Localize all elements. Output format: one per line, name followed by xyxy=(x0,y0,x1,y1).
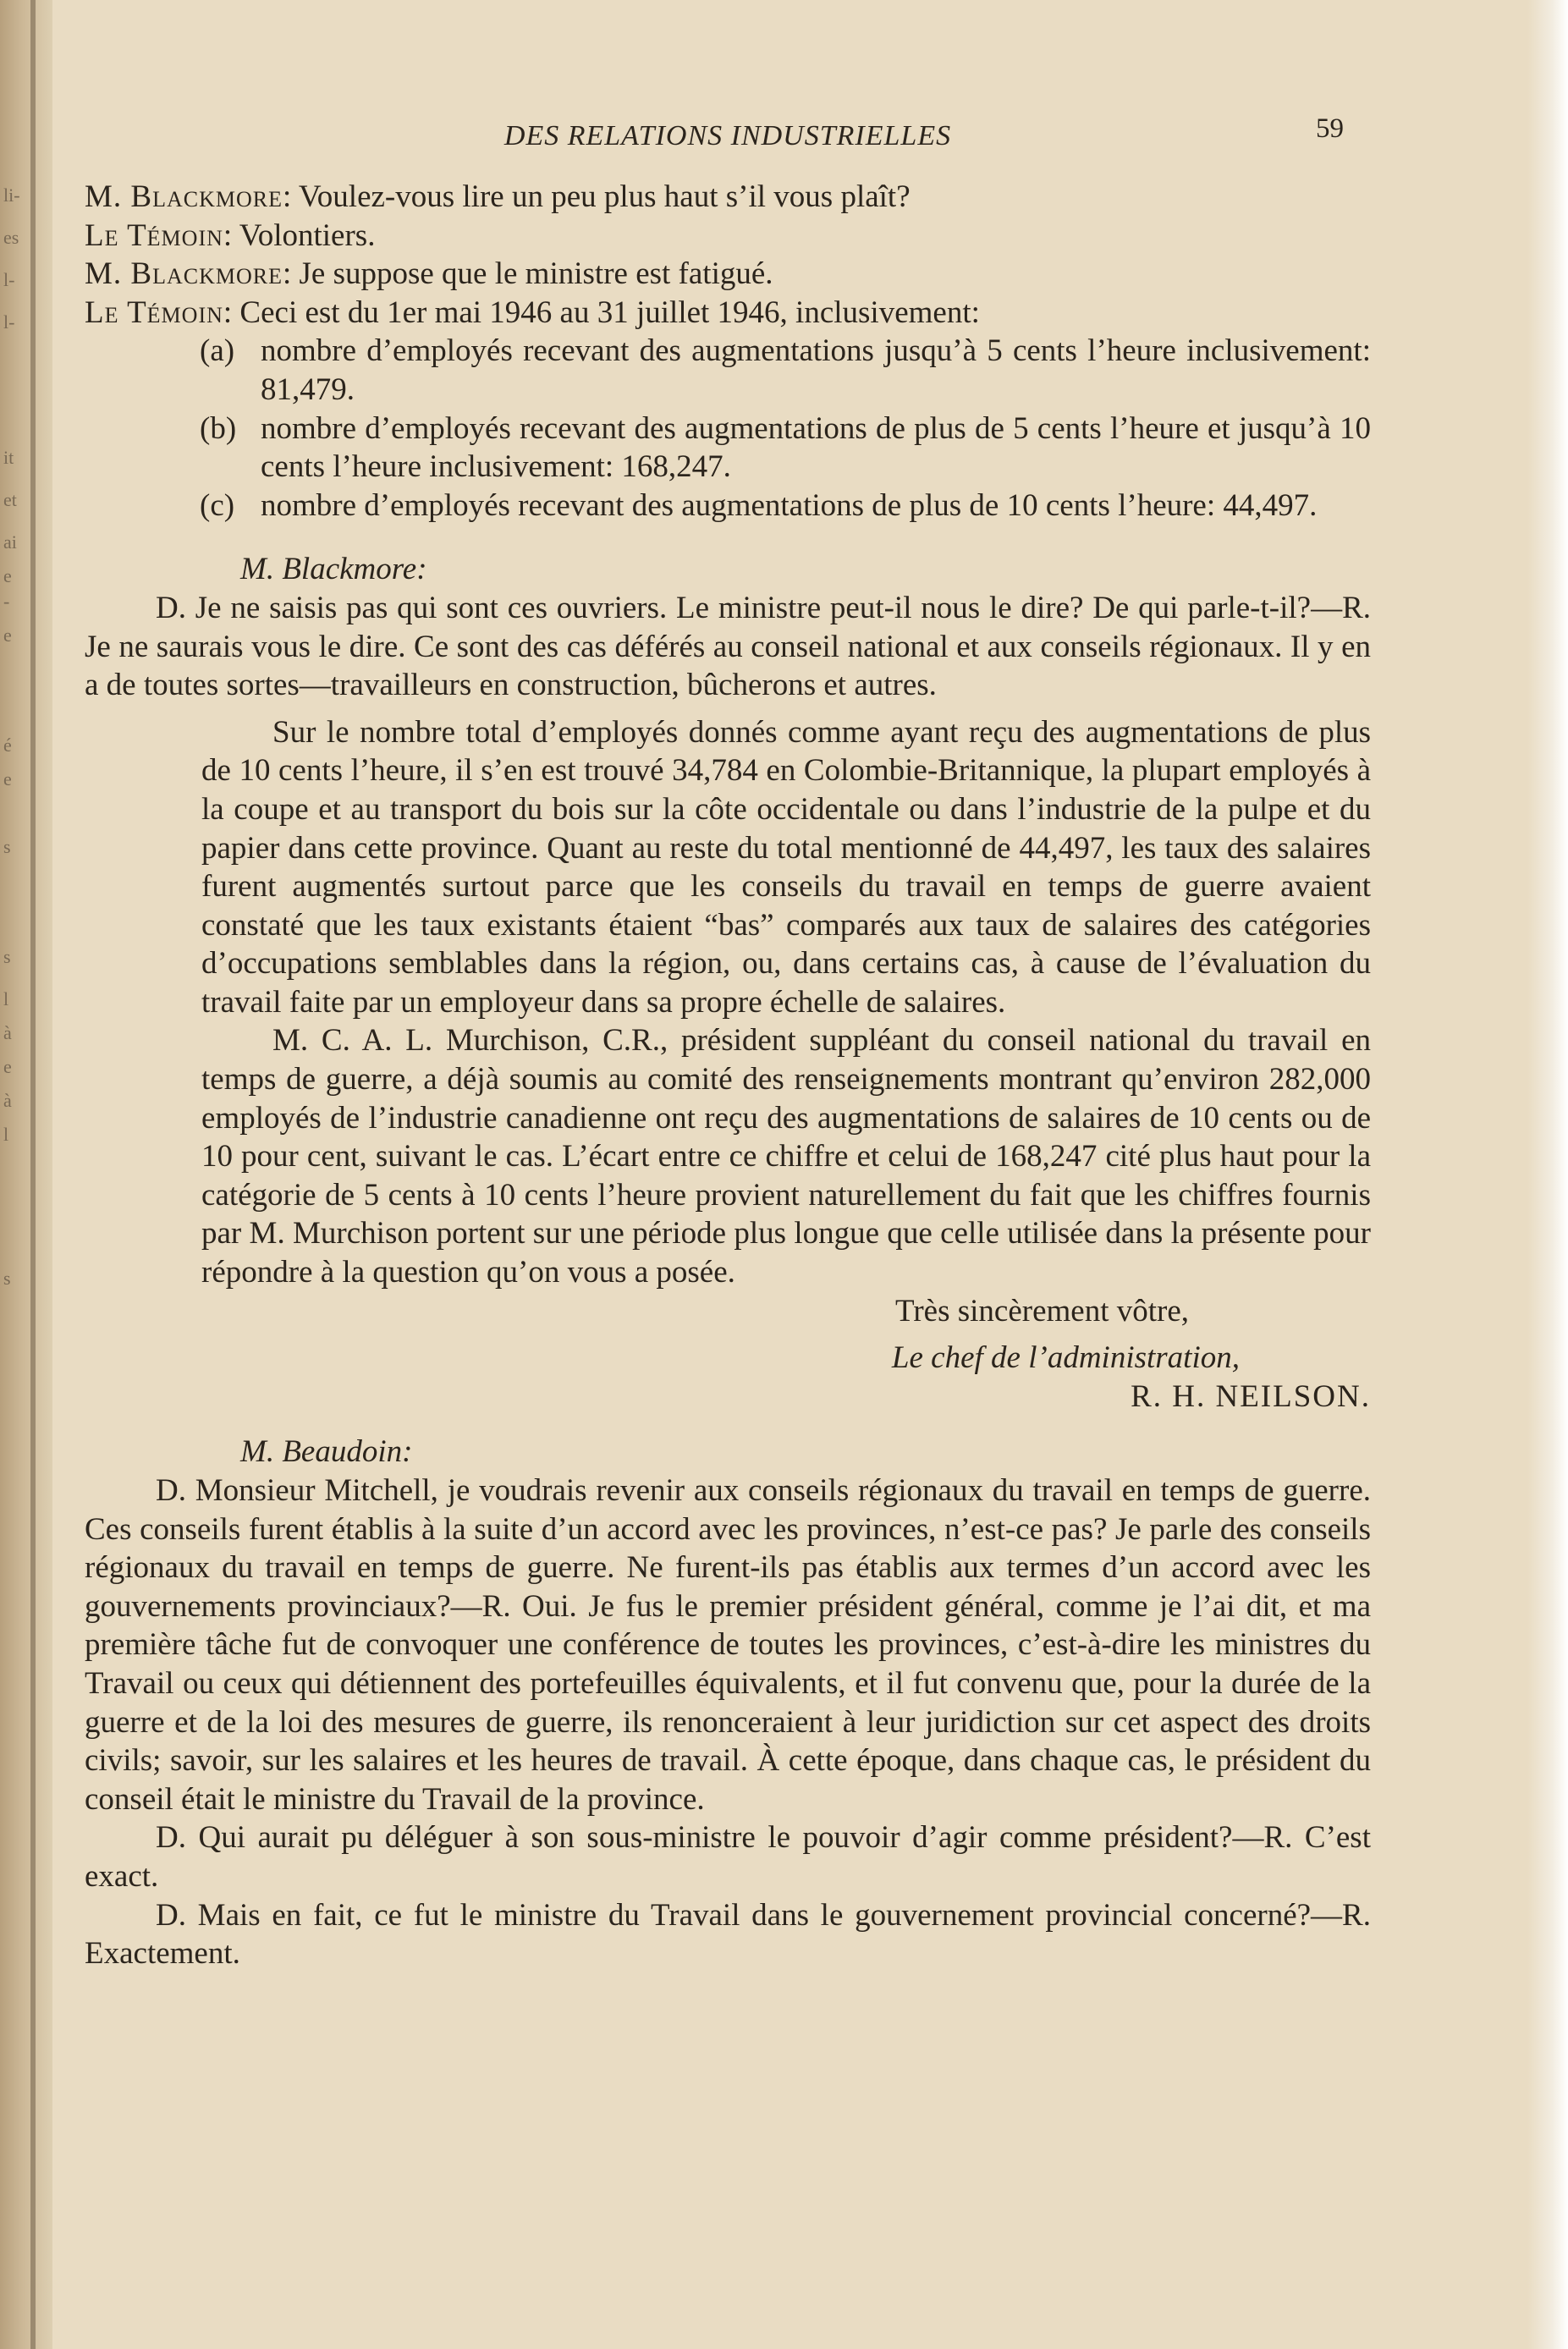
exchange-line: Le Témoin: Volontiers. xyxy=(85,217,376,253)
question-answer: D. Monsieur Mitchell, je voudrais revenir aux conseils régionaux du travail en temps de guerre. Ces conseils furent établis à la suite d’un accord avec les provinces, n’est-ce pas? Je parle des conseils régionaux du travail en temps de guerre. Ne furent-ils pas établis aux termes d’un accord avec les gouvernements provinciaux?—R. Oui. Je fus le premier président général, comme je l’ai dit, et ma première tâche fut de convoquer une conférence de toutes les provinces, c’est-à-dire les ministres du Travail ou ceux qui détiennent des portefeuilles équivalents, et il fut convenu que, pour la durée de la guerre et de la loi des mesures de guerre, ils renonceraient à leur juridiction sur cet aspect des droits civils; savoir, sur les salaires et les heures de travail. À cette époque, dans chaque cas, le président du conseil était le ministre du Travail de la province. xyxy=(85,1473,1371,1817)
speaker-text: Ceci est du 1er mai 1946 au 31 juillet 1946, inclusivement: xyxy=(239,294,980,330)
page-number: 59 xyxy=(1316,113,1344,144)
list-label: (c) xyxy=(200,487,235,523)
exchange-line: Le Témoin: Ceci est du 1er mai 1946 au 31 juillet 1946, inclusivement: xyxy=(85,294,980,330)
previous-page-margin-marks xyxy=(3,0,24,2349)
speaker-text: Je suppose que le ministre est fatigué. xyxy=(299,256,773,292)
speaker-heading-blackmore: M. Blackmore: xyxy=(240,552,427,587)
list-item xyxy=(85,487,1371,525)
speaker-name: M. Blackmore xyxy=(85,256,283,292)
margin-mark: à xyxy=(3,1090,12,1111)
list-label: (a) xyxy=(200,333,235,369)
speaker-name: Le Témoin xyxy=(85,294,223,330)
speaker-text: Volontiers. xyxy=(239,217,376,253)
question-answer: D. Je ne saisis pas qui sont ces ouvriers. Le ministre peut-il nous le dire? De qui parle-t-il?—R. Je ne saurais vous le dire. Ce sont des cas déférés au conseil national et aux conseils régionaux. Il y en a de toutes sortes—travailleurs en construction, bûcherons et autres. xyxy=(85,590,1371,703)
running-title: DES RELATIONS INDUSTRIELLES xyxy=(503,120,952,151)
margin-mark: e xyxy=(3,1056,12,1077)
speaker-name: M. Blackmore xyxy=(85,179,283,214)
letter-body xyxy=(85,713,1371,1417)
margin-mark: li- xyxy=(3,184,20,206)
margin-mark: es xyxy=(3,227,19,248)
exchange-line: M. Blackmore: Voulez-vous lire un peu plus haut s’il vous plaît? xyxy=(85,179,911,214)
margin-mark: - xyxy=(3,591,10,612)
list-text: nombre d’employés recevant des augmentations de plus de 5 cents l’heure et jusqu’à 10 cents l’heure inclusivement: 168,247. xyxy=(261,410,1371,485)
margin-mark: l- xyxy=(3,269,15,290)
margin-mark: s xyxy=(3,836,11,857)
margin-mark: e xyxy=(3,624,12,646)
speaker-name: Le Témoin xyxy=(85,217,223,253)
list-item xyxy=(85,410,1371,487)
speaker-text: Voulez-vous lire un peu plus haut s’il vous plaît? xyxy=(298,179,911,214)
list-item xyxy=(85,332,1371,409)
margin-mark: l xyxy=(3,988,9,1009)
letter-paragraph: M. C. A. L. Murchison, C.R., président suppléant du conseil national du travail en temps de guerre, a déjà soumis au comité des renseignements montrant qu’environ 282,000 employés de l’industrie canadienne ont reçu des augmentations de salaires de 10 cents ou de 10 pour cent, suivant le cas. L’écart entre ce chiffre et celui de 168,247 cité plus haut pour la catégorie de 5 cents à 10 cents l’heure provient naturellement du fait que les chiffres fournis par M. Murchison portent sur une période plus longue que celle utilisée dans la présente pour répondre à la question qu’on vous a posée. xyxy=(201,1023,1371,1290)
list-text: nombre d’employés recevant des augmentations jusqu’à 5 cents l’heure inclusivement: 81,479. xyxy=(261,333,1371,407)
list-text: nombre d’employés recevant des augmentations de plus de 10 cents l’heure: 44,497. xyxy=(261,487,1318,523)
margin-mark: ai xyxy=(3,531,17,553)
list-label: (b) xyxy=(200,410,237,446)
margin-mark: à xyxy=(3,1022,12,1043)
margin-mark: é xyxy=(3,734,12,756)
enumerated-list xyxy=(85,332,1371,525)
margin-mark: et xyxy=(3,489,17,510)
page-right-edge xyxy=(1527,0,1568,2349)
speaker-heading-beaudoin: M. Beaudoin: xyxy=(240,1434,413,1470)
gutter-line xyxy=(30,0,36,2349)
letter-closing: Très sincèrement vôtre, xyxy=(895,1293,1189,1329)
margin-mark: l xyxy=(3,1124,9,1145)
margin-mark: it xyxy=(3,447,14,468)
margin-mark: s xyxy=(3,946,11,967)
exchange-line: M. Blackmore: Je suppose que le ministre est fatigué. xyxy=(85,256,773,292)
margin-mark: l- xyxy=(3,311,15,333)
letter-paragraph: Sur le nombre total d’employés donnés comme ayant reçu des augmentations de plus de 10 cents l’heure, il s’en est trouvé 34,784 en Colombie-Britannique, la plupart employés à la coupe et au transport du bois sur la côte occidentale ou dans l’industrie de la pulpe et du papier dans cette province. Quant au reste du total mentionné de 44,497, les taux des salaires furent augmentés surtout parce que les conseils du travail en temps de guerre avaient constaté que les taux existants étaient “bas” comparés aux taux de salaires des catégories d’occupations semblables dans la région, ou, dans certains cas, à cause de l’évaluation du travail faite par un employeur dans sa propre échelle de salaires. xyxy=(201,714,1371,1020)
opening-exchange xyxy=(85,178,1371,332)
signature-title: Le chef de l’administration, xyxy=(891,1340,1240,1376)
page-body xyxy=(85,110,1371,1973)
question-answer: D. Mais en fait, ce fut le ministre du Travail dans le gouvernement provincial concerné?—R. Exactement. xyxy=(85,1897,1371,1972)
running-header xyxy=(85,110,1371,178)
margin-mark: s xyxy=(3,1268,11,1289)
signature-name: R. H. NEILSON. xyxy=(1131,1378,1371,1414)
margin-mark: e xyxy=(3,565,12,586)
question-answer: D. Qui aurait pu déléguer à son sous-ministre le pouvoir d’agir comme président?—R. C’est exact. xyxy=(85,1820,1371,1894)
margin-mark: e xyxy=(3,768,12,789)
